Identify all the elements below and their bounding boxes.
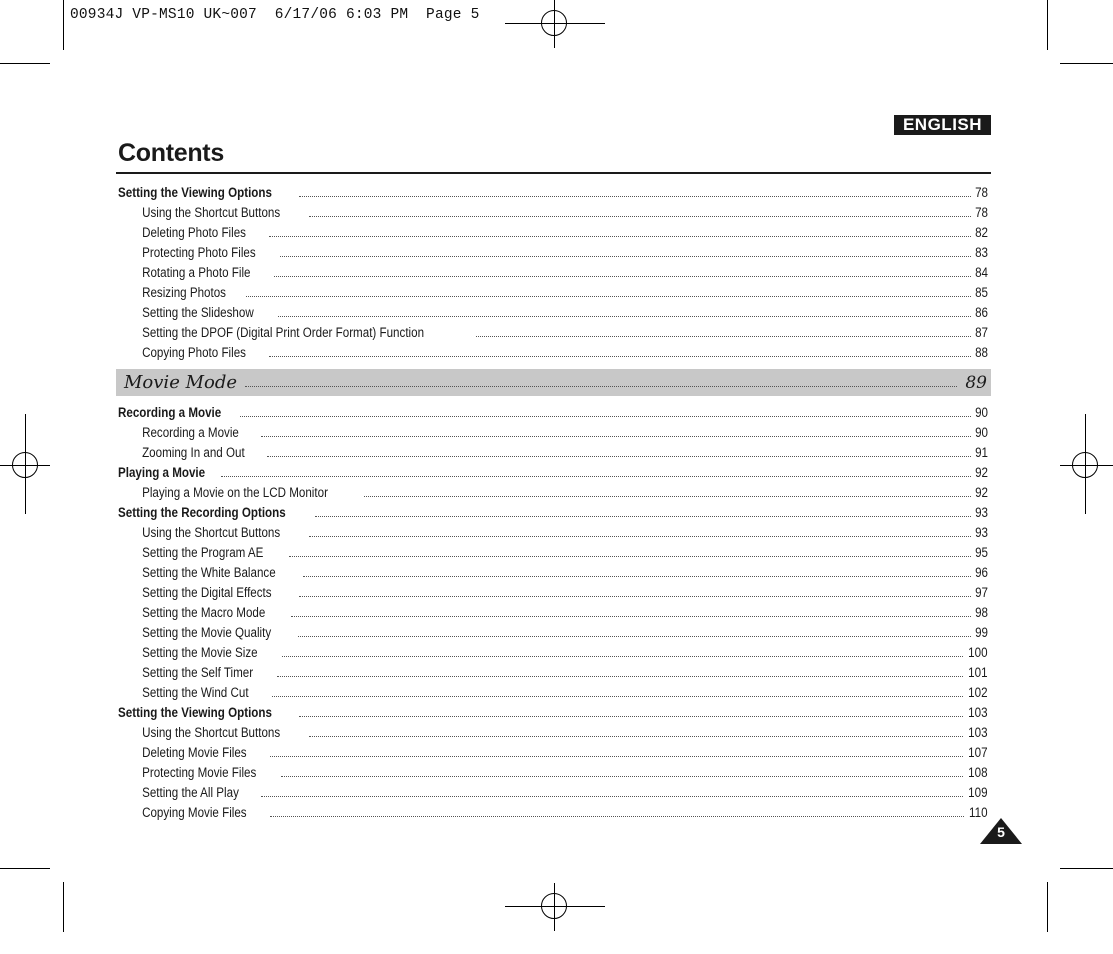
toc-entry-page: 100 [968,645,988,660]
leader-dots [269,235,971,237]
toc-entry[interactable] [118,241,988,261]
leader-dots [261,435,971,437]
toc-entry[interactable] [118,321,988,341]
toc-entry-label: Setting the Viewing Options [118,705,272,720]
toc-entry-page: 95 [975,545,988,560]
toc-entry-page: 93 [975,505,988,520]
toc-entry-label: Setting the DPOF (Digital Print Order Format) Function [142,325,425,340]
leader-dots [309,215,971,217]
toc-entry[interactable] [118,621,988,641]
toc-entry-label: Protecting Photo Files [142,245,256,260]
toc-entry[interactable] [118,741,988,761]
toc-entry-page: 90 [975,405,988,420]
leader-dots [364,495,971,497]
toc-entry-page: 84 [975,265,988,280]
toc-entry-page: 110 [969,805,988,820]
toc-entry-label: Setting the Movie Quality [142,625,272,640]
toc-entry-label: Using the Shortcut Buttons [142,725,281,740]
toc-entry-label: Setting the Wind Cut [142,685,249,700]
toc-entry-page: 102 [968,685,988,700]
leader-dots [278,315,971,317]
page-number: 5 [997,824,1005,840]
toc-entry-page: 92 [975,485,988,500]
toc-entry-label: Deleting Photo Files [142,225,246,240]
toc-entry-label: Recording a Movie [142,425,239,440]
toc-entry-label: Setting the Recording Options [118,505,286,520]
toc-entry[interactable] [118,541,988,561]
toc-entry[interactable] [118,221,988,241]
title-divider [116,172,991,174]
leader-dots [274,275,971,277]
toc-entry[interactable] [118,581,988,601]
leader-dots [299,595,971,597]
toc-entry-label: Setting the Self Timer [142,665,254,680]
leader-dots [299,195,971,197]
leader-dots [270,815,965,817]
toc-entry-label: Zooming In and Out [142,445,245,460]
toc-entry-page: 99 [975,625,988,640]
toc-entry-page: 88 [975,345,988,360]
toc-entry-page: 87 [975,325,988,340]
section-page: 89 [965,372,987,393]
toc-entry[interactable] [118,481,988,501]
toc-entry[interactable] [118,341,988,361]
toc-entry[interactable] [118,661,988,681]
toc-entry[interactable] [118,681,988,701]
toc-entry-label: Setting the Slideshow [142,305,254,320]
toc-entry[interactable] [118,501,988,521]
toc-entry-label: Setting the Viewing Options [118,185,272,200]
toc-entry-page: 85 [975,285,988,300]
toc-entry[interactable] [118,601,988,621]
toc-entry-page: 109 [968,785,988,800]
print-header: 00934J VP-MS10 UK~007 6/17/06 6:03 PM Page 5 [70,7,480,23]
toc-entry[interactable] [118,401,988,421]
toc-entry-page: 96 [975,565,988,580]
leader-dots [272,695,964,697]
toc-entry-label: Setting the Digital Effects [142,585,272,600]
toc-entry-label: Setting the Macro Mode [142,605,266,620]
leader-dots [221,475,971,477]
toc-entry-page: 93 [975,525,988,540]
toc-entry-label: Copying Movie Files [142,805,247,820]
toc-group-movie-mode [118,401,988,821]
toc-entry[interactable] [118,781,988,801]
leader-dots [315,515,971,517]
leader-dots [280,255,971,257]
toc-entry[interactable] [118,761,988,781]
leader-dots [282,655,963,657]
toc-entry[interactable] [118,461,988,481]
leader-dots [303,575,971,577]
toc-entry[interactable] [118,421,988,441]
leader-dots [309,535,971,537]
toc-entry[interactable] [118,301,988,321]
section-bar-movie-mode[interactable] [116,369,991,396]
leader-dots [281,775,964,777]
toc-entry-page: 108 [968,765,988,780]
toc-entry-page: 103 [968,705,988,720]
toc-entry-page: 86 [975,305,988,320]
leader-dots [240,415,971,417]
toc-entry-label: Rotating a Photo File [142,265,251,280]
toc-entry[interactable] [118,261,988,281]
leader-dots [270,755,964,757]
toc-entry[interactable] [118,201,988,221]
leader-dots [289,555,971,557]
toc-entry-label: Playing a Movie on the LCD Monitor [142,485,328,500]
section-title: Movie Mode [124,372,238,393]
toc-entry[interactable] [118,721,988,741]
leader-dots [476,335,971,337]
toc-entry[interactable] [118,521,988,541]
toc-entry[interactable] [118,701,988,721]
leader-dots [246,295,971,297]
toc-entry[interactable] [118,801,988,821]
toc-entry-page: 107 [968,745,988,760]
toc-entry[interactable] [118,281,988,301]
toc-entry-page: 101 [968,665,988,680]
toc-entry-label: Using the Shortcut Buttons [142,525,281,540]
toc-entry-label: Recording a Movie [118,405,222,420]
toc-entry-label: Setting the Movie Size [142,645,258,660]
toc-group-viewing-options [118,181,988,361]
leader-dots [299,715,963,717]
toc-entry-label: Resizing Photos [142,285,226,300]
toc-entry-page: 91 [975,445,988,460]
page-title: Contents [118,139,224,167]
toc-entry-label: Setting the White Balance [142,565,276,580]
toc-entry-page: 83 [975,245,988,260]
leader-dots [267,455,971,457]
toc-entry-page: 97 [975,585,988,600]
toc-entry[interactable] [118,181,988,201]
toc-entry-page: 78 [975,205,988,220]
toc-entry[interactable] [118,641,988,661]
toc-entry-label: Setting the Program AE [142,545,264,560]
language-badge: ENGLISH [894,115,991,135]
leader-dots [298,635,971,637]
toc-entry-page: 98 [975,605,988,620]
leader-dots [261,795,964,797]
toc-entry[interactable] [118,441,988,461]
toc-entry-label: Protecting Movie Files [142,765,257,780]
toc-entry-label: Playing a Movie [118,465,206,480]
toc-entry-page: 103 [968,725,988,740]
toc-entry-label: Setting the All Play [142,785,239,800]
section-leader-dots [245,385,957,387]
toc-entry-label: Copying Photo Files [142,345,246,360]
leader-dots [291,615,971,617]
toc-entry-page: 82 [975,225,988,240]
leader-dots [309,735,964,737]
toc-entry-page: 90 [975,425,988,440]
leader-dots [269,355,971,357]
toc-entry[interactable] [118,561,988,581]
leader-dots [277,675,963,677]
toc-entry-label: Using the Shortcut Buttons [142,205,281,220]
toc-entry-page: 78 [975,185,988,200]
toc-entry-label: Deleting Movie Files [142,745,247,760]
toc-entry-page: 92 [975,465,988,480]
